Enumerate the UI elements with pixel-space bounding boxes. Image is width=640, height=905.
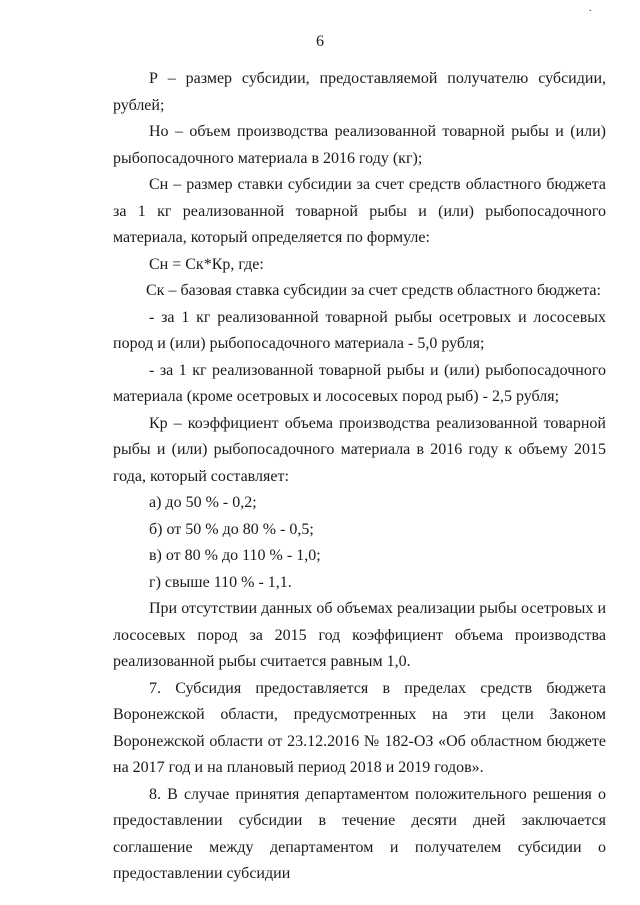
page-number: 6 (316, 33, 324, 50)
paragraph-p-definition: Р – размер субсидии, предоставляемой получателю субсидии, рублей; (113, 70, 606, 114)
paragraph-missing-data: При отсутствии данных об объемах реализации рыбы осетровых и лососевых пород за 2015 год коэффициент объема производства реализованной рыбы считается равным 1,0. (113, 600, 606, 670)
paragraph-sk-definition: Ск – базовая ставка субсидии за счет средств областного бюджета: (146, 282, 601, 299)
coefficient-item-g: г) свыше 110 % - 1,1. (149, 573, 292, 591)
formula-line: Сн = Ск*Кр, где: (149, 255, 264, 273)
coefficient-item-a: а) до 50 % - 0,2; (149, 494, 257, 511)
paragraph-sn-definition: Сн – размер ставки субсидии за счет средств областного бюджета за 1 кг реализованной товарной рыбы и (или) рыбопосадочного материала, который определяется по формуле: (113, 176, 606, 246)
paragraph-clause-7: 7. Субсидия предоставляется в пределах средств бюджета Воронежской области, предусмотренных на эти цели Законом Воронежской области от 23.12.2016 № 182-ОЗ «Об областном бюджете на 2017 год и на плановый период 2018 и 2019 годов». (113, 679, 606, 776)
paragraph-clause-8: 8. В случае принятия департаментом положительного решения о предоставлении субсидии в течение десяти дней заключается соглашение между департаментом и получателем субсидии о предоставлении субсидии (113, 785, 606, 882)
document-body (113, 66, 606, 888)
coefficient-item-b: б) от 50 % до 80 % - 0,5; (149, 520, 314, 538)
rate-item-other: - за 1 кг реализованной товарной рыбы и (или) рыбопосадочного материала (кроме осетровых и лососевых пород рыб) - 2,5 рубля; (113, 361, 606, 405)
paragraph-kr-definition: Кр – коэффициент объема производства реализованной товарной рыбы и (или) рыбопосадочного материала в 2016 году к объему 2015 года, который составляет: (113, 414, 606, 485)
corner-mark: . (589, 3, 592, 14)
rate-item-sturgeon-salmon: - за 1 кг реализованной товарной рыбы осетровых и лососевых пород и (или) рыбопосадочного материала - 5,0 рубля; (113, 308, 606, 352)
coefficient-item-v: в) от 80 % до 110 % - 1,0; (149, 547, 321, 564)
paragraph-no-definition: Но – объем производства реализованной товарной рыбы и (или) рыбопосадочного материала в 2016 году (кг); (113, 123, 606, 167)
